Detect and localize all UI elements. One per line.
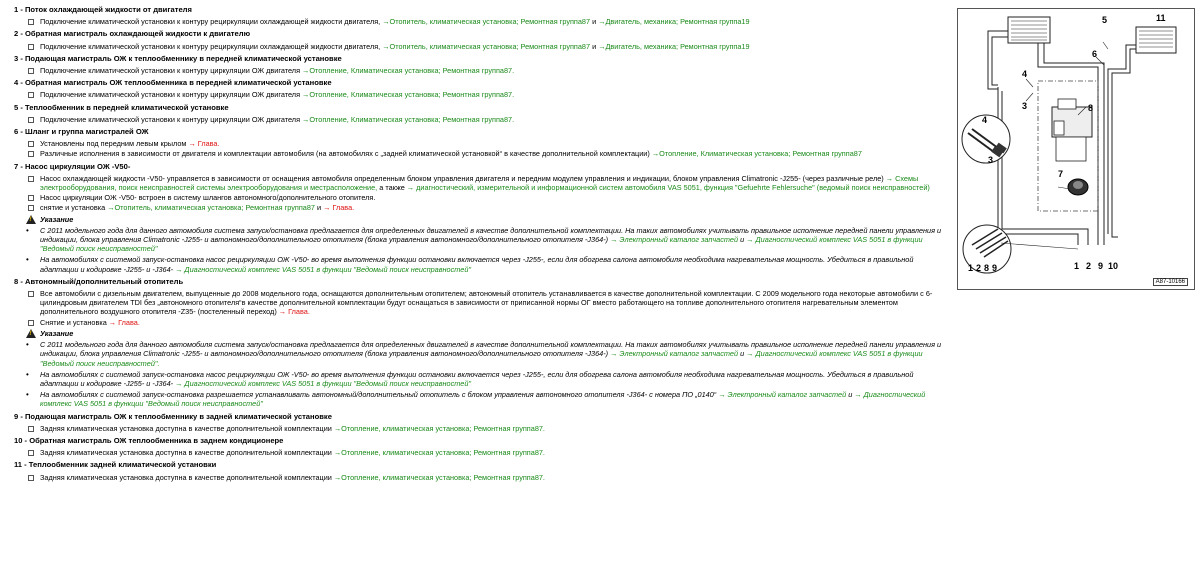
- cross-reference-link[interactable]: → Диагностический комплекс VAS 5051 в функции "Ведомый поиск неисправностей".: [40, 349, 923, 368]
- section-5: [14, 103, 950, 124]
- section-title: 11 - Теплообменник задней климатической установки: [14, 460, 217, 470]
- list-item: [14, 42, 950, 51]
- callout-3: 3: [1022, 101, 1028, 111]
- section-title: 3 - Подающая магистраль ОЖ к теплообменнику в передней климатической установке: [14, 53, 342, 63]
- cross-reference-link[interactable]: →Отопление, климатическая установка; Ремонтная группа87.: [333, 448, 545, 458]
- text-run: На автомобилях с системой запуск-остановка разрешается устанавливать автономный/дополнительный отопитель с блоком управления автономного отопителя -J364- с номера ПО „0140“: [40, 390, 719, 400]
- callout-6: 6: [1092, 49, 1098, 59]
- cross-reference-link[interactable]: → диагностический, измерительной и информационной систем автомобиля VAS 5051, функция "Gefuehrte Fehlersuche" (ведомый поиск неисправностей): [406, 183, 930, 193]
- section-title: 6 - Шланг и группа магистралей ОЖ: [14, 127, 149, 137]
- document-body: [14, 2, 950, 485]
- leader-lines: [1001, 42, 1108, 249]
- warning-icon: [26, 215, 36, 224]
- cross-reference-link[interactable]: →Отопление, Климатическая установка; Ремонтная группа87: [651, 149, 862, 159]
- callout-7: 7: [1058, 169, 1064, 179]
- cross-reference-link[interactable]: → Электронный каталог запчастей: [718, 390, 847, 400]
- text-run: С 2011 модельного года для данного автомобиля система запуск/остановка предлагается для определенных двигателей в качестве дополнительной комплектации. На таких автомобилях учитывать правильное исполнение передней панели управления и индикации, блока управления Climatronic -J255- и автономного/дополнительного отопителя (блока управления автономного/дополнительного отопителя -J364-): [40, 225, 942, 245]
- cross-reference-link[interactable]: → Электронный каталог запчастей: [610, 235, 739, 245]
- bullet-dot-icon: •: [26, 390, 29, 400]
- text-run: Подключение климатической установки к контуру циркуляции ОЖ двигателя: [40, 114, 303, 124]
- bullet-square-icon: [28, 44, 34, 50]
- text-run: Различные исполнения в зависимости от двигателя и комплектации автомобиля (на автомобилях с „задней климатической установкой“ в качестве дополнительной комплектации): [40, 149, 652, 159]
- text-run: и: [738, 235, 747, 245]
- cross-reference-link[interactable]: → Глава.: [323, 203, 355, 213]
- cross-reference-link[interactable]: →Отопление, Климатическая установка; Ремонтная группа87.: [302, 66, 515, 76]
- section-title: 10 - Обратная магистраль ОЖ теплообменника в заднем кондиционере: [14, 435, 284, 445]
- list-item: [14, 174, 950, 192]
- text-run: и: [738, 349, 747, 359]
- cross-reference-link[interactable]: → Глава.: [188, 139, 220, 149]
- text-run: снятие и установка: [40, 203, 108, 213]
- section-title: 2 - Обратная магистраль охлаждающей жидкости к двигателю: [14, 29, 251, 39]
- text-run: На автомобилях с системой запуск-остановка насос рециркуляции ОЖ -V50- во время выполнения функции остановки включается через -J255-, если для обогрева салона автомобиля необходима нагревательная мощность. Убедиться в правильной адаптации и кодировке -J255- и -J364-: [40, 369, 914, 388]
- bullet-square-icon: [28, 19, 34, 25]
- bullet-square-icon: [28, 176, 34, 182]
- circulation-pump: [1068, 179, 1088, 195]
- section-title: 7 - Насос циркуляции ОЖ -V50-: [14, 161, 131, 171]
- text-run: и: [846, 390, 855, 400]
- inset-callout-4: 4: [982, 115, 988, 125]
- note-label: Указание: [40, 214, 74, 224]
- bottom-label-9: 9: [1098, 261, 1104, 271]
- text-run: Задняя климатическая установка доступна в качестве дополнительной комплектации: [40, 472, 334, 482]
- list-item: [14, 66, 950, 75]
- inset-label-1: 1: [968, 263, 974, 273]
- text-run: Подключение климатической установки к контуру рециркуляции охлаждающей жидкости двигателя,: [40, 17, 383, 27]
- callout-8: 8: [1088, 103, 1094, 113]
- note-heading: [14, 215, 950, 224]
- text-run: Снятие и установка: [40, 317, 109, 327]
- text-run: Установлены под передним левым крылом: [40, 139, 189, 149]
- section-8: [14, 277, 950, 409]
- bullet-square-icon: [28, 291, 34, 297]
- bullet-dot-icon: •: [26, 340, 29, 350]
- section-title: 1 - Поток охлаждающей жидкости от двигателя: [14, 5, 192, 14]
- bullet-square-icon: [28, 195, 34, 201]
- section-title: 5 - Теплообменник в передней климатической установке: [14, 102, 229, 112]
- callout-4: 4: [1022, 69, 1028, 79]
- section-3: [14, 54, 950, 75]
- note-item: [14, 226, 950, 254]
- text-run: Подключение климатической установки к контуру циркуляции ОЖ двигателя: [40, 66, 303, 76]
- auxiliary-heater: [1052, 99, 1092, 161]
- text-run: С 2011 модельного года для данного автомобиля система запуск/остановка предлагается для определенных двигателей в качестве дополнительной комплектации. На таких автомобилях учитывать правильное исполнение передней панели управления и индикации, блока управления Climatronic -J255- и автономного/дополнительного отопителя (блока управления автономного/дополнительного отопителя -J364-): [40, 340, 942, 359]
- bullet-dot-icon: •: [26, 225, 29, 235]
- bottom-label-10: 10: [1108, 261, 1119, 271]
- bullet-dot-icon: •: [26, 255, 29, 265]
- text-run: Подключение климатической установки к контуру рециркуляции охлаждающей жидкости двигателя,: [40, 41, 383, 51]
- section-9: [14, 412, 950, 433]
- cross-reference-link[interactable]: →Отопление, Климатическая установка; Ремонтная группа87.: [302, 114, 515, 124]
- bullet-square-icon: [28, 205, 34, 211]
- note-heading: [14, 329, 950, 338]
- warning-icon: [26, 329, 36, 338]
- list-item: [14, 139, 950, 148]
- section-title: 4 - Обратная магистраль ОЖ теплообменника в передней климатической установке: [14, 78, 332, 88]
- cross-reference-link[interactable]: →Отопитель, климатическая установка; Ремонтная группа87: [382, 41, 591, 51]
- callout-5: 5: [1102, 15, 1108, 25]
- bottom-label-1: 1: [1074, 261, 1080, 271]
- cross-reference-link[interactable]: → Диагностический комплекс VAS 5051 в функции "Ведомый поиск неисправностей": [40, 235, 923, 254]
- rear-heat-exchanger: [1136, 27, 1176, 53]
- inset-label-9: 9: [992, 263, 998, 273]
- cross-reference-link[interactable]: → Диагностический комплекс VAS 5051 в функции "Ведомый поиск неисправностей": [175, 378, 472, 388]
- list-item: [14, 473, 950, 482]
- text-run: Насос охлаждающей жидкости -V50- управляется в зависимости от оснащения автомобиля определенным блоком управления двигателя и передним модулем управления и индикации, блоком управления Climatronic -J255- (через различные реле): [40, 173, 886, 183]
- note-item: [14, 370, 950, 388]
- section-2: [14, 29, 950, 50]
- bullet-square-icon: [28, 320, 34, 326]
- front-heat-exchanger: [1008, 17, 1050, 43]
- text-run: Насос циркуляции ОЖ -V50- встроен в систему шлангов автономного/дополнительного отопителя.: [40, 193, 376, 203]
- bullet-square-icon: [28, 151, 34, 157]
- cross-reference-link[interactable]: →Отопление, климатическая установка; Ремонтная группа87.: [333, 423, 545, 433]
- list-item: [14, 90, 950, 99]
- section-title: 8 - Автономный/дополнительный отопитель: [14, 276, 184, 286]
- bullet-square-icon: [28, 117, 34, 123]
- cross-reference-link[interactable]: →Двигатель, механика; Ремонтная группа19: [598, 41, 750, 51]
- section-title: 9 - Подающая магистраль ОЖ к теплообменнику в задней климатической установке: [14, 411, 332, 421]
- inset-callout-3: 3: [988, 155, 994, 165]
- text-run: Задняя климатическая установка доступна в качестве дополнительной комплектации: [40, 423, 334, 433]
- text-run: Задняя климатическая установка доступна в качестве дополнительной комплектации: [40, 448, 334, 458]
- section-4: [14, 78, 950, 99]
- bullet-square-icon: [28, 450, 34, 456]
- list-item: [14, 193, 950, 202]
- note-item: [14, 340, 950, 368]
- text-run: и: [590, 17, 599, 27]
- diagram-figure: [957, 8, 1195, 290]
- bullet-square-icon: [28, 475, 34, 481]
- section-10: [14, 436, 950, 457]
- list-item: [14, 289, 950, 317]
- text-run: Все автомобили с дизельным двигателем, выпущенные до 2008 модельного года, оснащаются дополнительным отопителем; автономный отопитель устанавливается в качестве дополнительной комплектации. С 2009 модельного года некоторые автомобили с 6-цилиндровым двигателем TDI без „автономного отопителя“в качестве дополнительной комплектации будут оснащаться в зависимости от приписанной нормы ОГ вместо работающего на топливе дополнительного отопителя нагревательным элементом дополнительного воздушного отопителя -Z35- (постеленный переход): [40, 289, 933, 317]
- cross-reference-link[interactable]: →Отопитель, климатическая установка; Ремонтная группа87: [107, 203, 315, 213]
- list-item: [14, 17, 950, 26]
- inset-label-8: 8: [984, 263, 990, 273]
- list-item: [14, 115, 950, 124]
- note-item: [14, 390, 950, 408]
- inset-label-2: 2: [976, 263, 982, 273]
- cross-reference-link[interactable]: →Отопление, Климатическая установка; Ремонтная группа87.: [302, 90, 515, 100]
- section-11: [14, 460, 950, 481]
- list-item: [14, 424, 950, 433]
- bottom-label-2: 2: [1086, 261, 1092, 271]
- cross-reference-link[interactable]: →Отопление, климатическая установка; Ремонтная группа87.: [333, 472, 545, 482]
- text-run: На автомобилях с системой запуск-остановка насос рециркуляции ОЖ -V50- во время выполнения функции остановки включается через -J255-, если для обогрева салона автомобиля необходима нагревательная мощность. Убедиться в правильной адаптации и кодировке -J255- и -J364-: [40, 255, 914, 274]
- text-run: и: [590, 41, 599, 51]
- note-label: Указание: [40, 328, 74, 338]
- figure-code: A87-10166: [1153, 278, 1188, 286]
- section-6: [14, 127, 950, 159]
- section-1: [14, 5, 950, 26]
- note-item: [14, 255, 950, 273]
- bullet-square-icon: [28, 141, 34, 147]
- text-run: и: [314, 203, 324, 213]
- cross-reference-link[interactable]: → Диагностический комплекс VAS 5051 в функции "Ведомый поиск неисправностей": [40, 390, 926, 409]
- text-run: а также: [377, 183, 407, 193]
- cross-reference-link[interactable]: → Глава.: [278, 307, 310, 317]
- cross-reference-link[interactable]: → Электронный каталог запчастей: [610, 349, 739, 359]
- list-item: [14, 448, 950, 457]
- callout-11: 11: [1156, 13, 1166, 23]
- cross-reference-link[interactable]: → Диагностический комплекс VAS 5051 в функции "Ведомый поиск неисправностей": [175, 264, 472, 274]
- coolant-circuit-diagram: [958, 9, 1194, 289]
- list-item: [14, 318, 950, 327]
- bullet-square-icon: [28, 68, 34, 74]
- list-item: [14, 203, 950, 212]
- text-run: Подключение климатической установки к контуру циркуляции ОЖ двигателя: [40, 90, 303, 100]
- cross-reference-link[interactable]: →Отопитель, климатическая установка; Ремонтная группа87: [382, 17, 591, 27]
- list-item: [14, 149, 950, 158]
- section-7: [14, 162, 950, 274]
- cross-reference-link[interactable]: →Двигатель, механика; Ремонтная группа19: [598, 17, 750, 27]
- cross-reference-link[interactable]: → Схемы электрооборудования, поиск неисправностей системы электрооборудования и местрасположение,: [40, 173, 919, 193]
- bullet-square-icon: [28, 426, 34, 432]
- bullet-square-icon: [28, 92, 34, 98]
- bullet-dot-icon: •: [26, 369, 29, 379]
- cross-reference-link[interactable]: → Глава.: [108, 317, 140, 327]
